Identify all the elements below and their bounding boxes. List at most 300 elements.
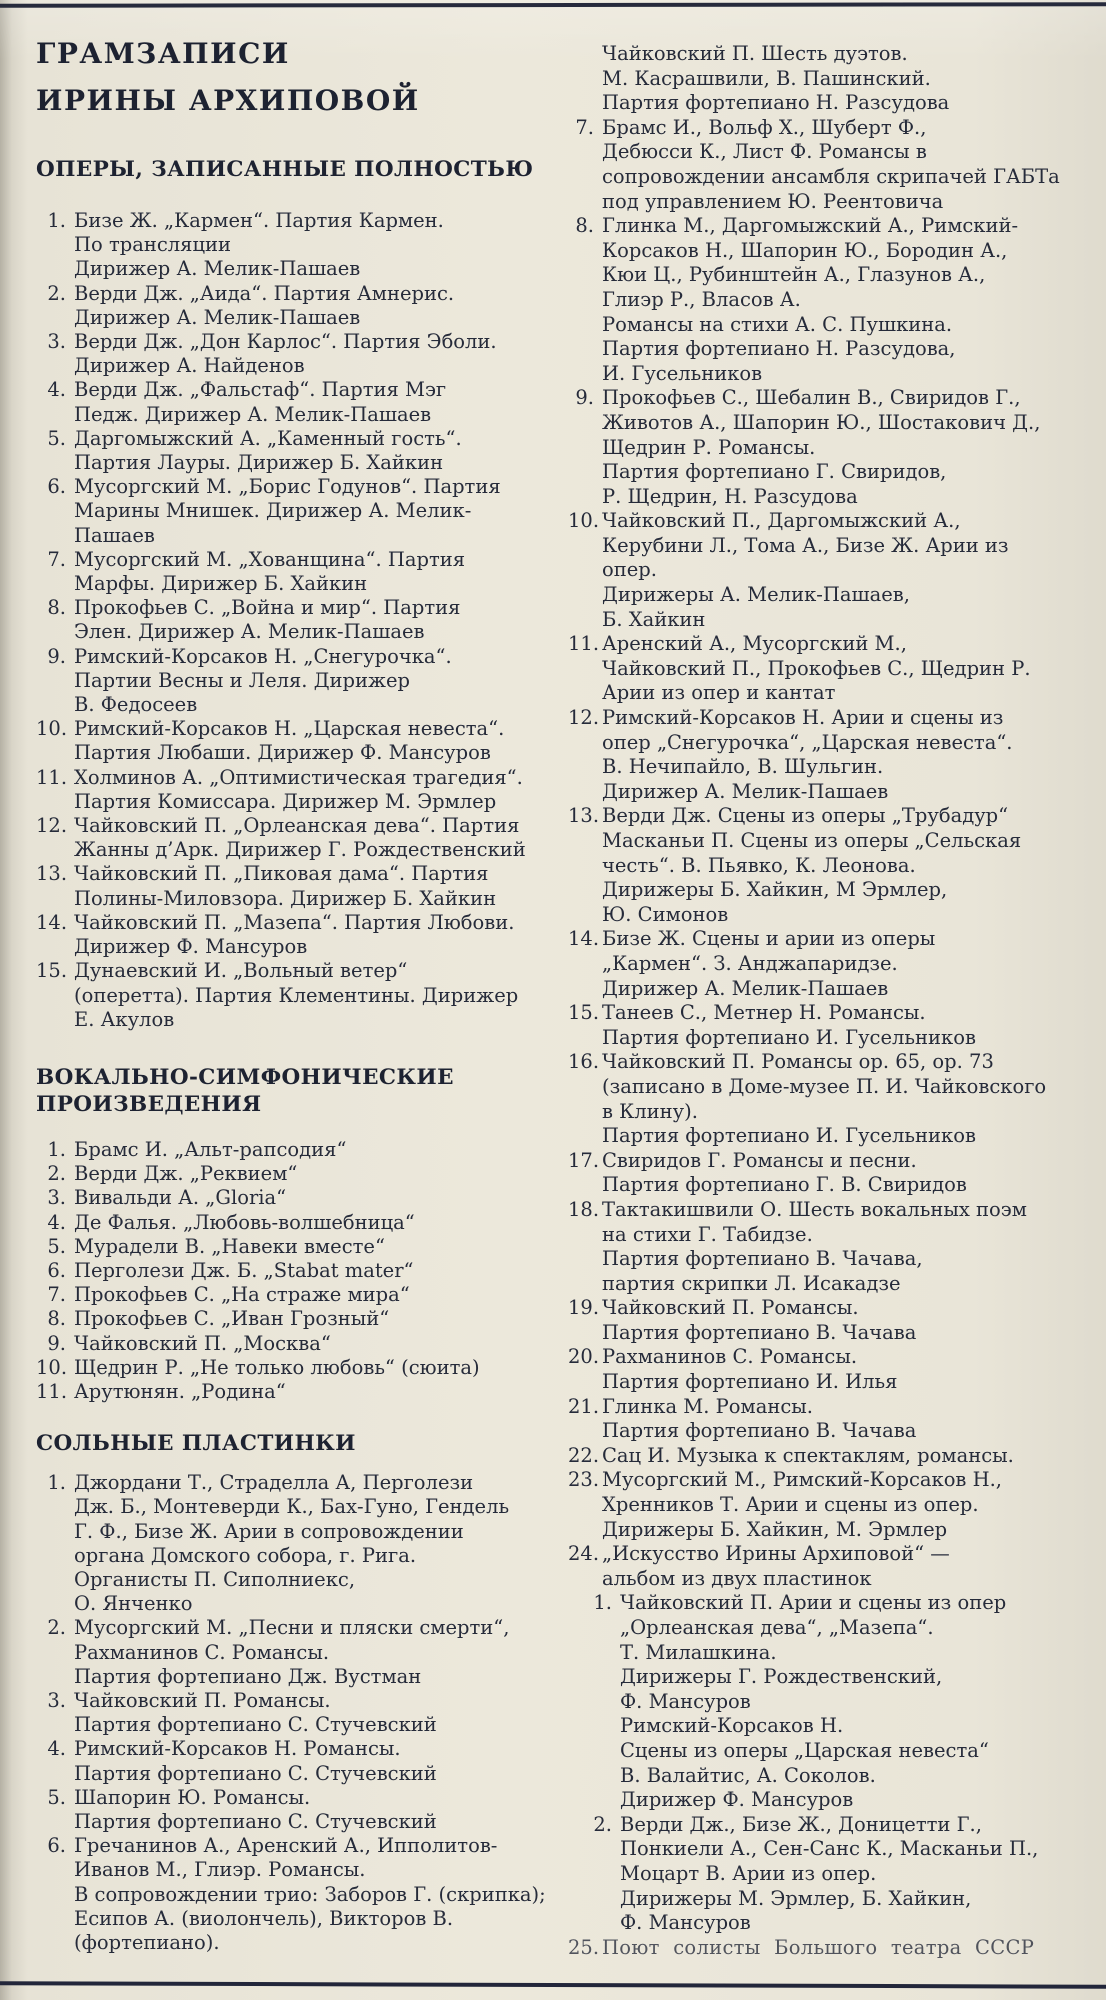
text-line: Дирижер Ф. Мансуров (74, 935, 308, 959)
list-item (36, 1162, 534, 1186)
item-text (620, 1591, 1102, 1812)
item-number: 15. (568, 1001, 600, 1025)
text-line: О. Янченко (74, 1592, 193, 1616)
text-line: Чайковский П. Шесть дуэтов. (602, 42, 908, 65)
text-line: Партия Лауры. Дирижер Б. Хайкин (74, 451, 444, 475)
text-line: Иванов М., Глиэр. Романсы. (74, 1858, 366, 1882)
item-text (602, 214, 1102, 386)
text-line: Дирижеры Б. Хайкин, М Эрмлер, (602, 878, 948, 902)
item-text (74, 282, 534, 330)
text-line: Щедрин Р. Романсы. (602, 435, 816, 459)
text-line: Дж. Б., Монтеверди К., Бах-Гуно, Гендель (74, 1495, 510, 1519)
list-item (36, 1356, 534, 1380)
item-number: 11. (36, 765, 68, 789)
text-line: ОПЕРЫ, ЗАПИСАННЫЕ ПОЛНОСТЬЮ (36, 157, 534, 182)
text-line: Дебюсси К., Лист Ф. Романсы в (602, 140, 927, 164)
item-text (74, 862, 534, 910)
text-line: Римский-Корсаков Н. Арии и сцены из (602, 706, 1004, 730)
text-line: Педж. Дирижер А. Мелик-Пашаев (74, 402, 432, 426)
text-line: в Клину). (602, 1099, 698, 1123)
left-column (36, 30, 546, 1955)
text-line: Партия Любаши. Дирижер Ф. Мансуров (74, 741, 491, 765)
item-number: 7. (47, 547, 66, 571)
text-line: Понкиели А., Сен-Санс К., Масканьи П., (620, 1837, 1039, 1861)
item-text (74, 1737, 534, 1785)
text-line: Партия Комиссара. Дирижер М. Эрмлер (74, 789, 497, 813)
top-rule (0, 2, 1106, 8)
item-number: 3. (47, 1186, 66, 1210)
item-text (602, 1001, 1102, 1050)
item-number: 6. (47, 1258, 66, 1282)
text-line: Чайковский П. „Мазепа“. Партия Любови. (74, 910, 515, 934)
text-line: Полины-Миловзора. Дирижер Б. Хайкин (74, 886, 497, 910)
text-line: Хренников Т. Арии и сцены из опер. (602, 1493, 979, 1517)
text-line: Холминов А. „Оптимистическая трагедия“. (74, 765, 523, 789)
text-line: Б. Хайкин (602, 607, 706, 631)
list-item (36, 717, 534, 765)
text-line: Свиридов Г. Романсы и песни. (602, 1148, 917, 1172)
text-line: Партия фортепиано Н. Разсудова (602, 91, 950, 115)
section-header (36, 1430, 534, 1457)
text-line: Масканьи П. Сцены из оперы „Сельская (602, 829, 1022, 852)
item-text (74, 1356, 534, 1380)
text-line: В. Валайтис, А. Соколов. (620, 1763, 876, 1787)
item-text (74, 1211, 534, 1235)
list-item (36, 1235, 534, 1259)
list-item (568, 1001, 1102, 1050)
item-number: 5. (47, 1234, 66, 1258)
text-line: органа Домского собора, г. Рига. (74, 1543, 417, 1567)
text-line: Прокофьев С. „Война и мир“. Партия (74, 596, 461, 620)
list-item (586, 1813, 1102, 1936)
text-line: Рахманинов С. Романсы. (74, 1640, 330, 1664)
text-line: И. Гусельников (602, 361, 763, 385)
text-line: партия скрипки Л. Исакадзе (602, 1271, 901, 1295)
text-line: В. Федосеев (74, 693, 198, 717)
list-item (36, 911, 534, 959)
item-number: 9. (47, 1331, 66, 1355)
text-line: Верди Дж. „Дон Карлос“. Партия Эболи. (74, 330, 497, 354)
text-line: Партия фортепиано С. Стучевский (74, 1713, 437, 1737)
item-number: 5. (47, 1785, 66, 1809)
text-line: Марфы. Дирижер Б. Хайкин (74, 572, 368, 596)
text-line: „Искусство Ирины Архиповой“ — (602, 1542, 950, 1566)
list-item (568, 116, 1102, 214)
text-line: Партии Весны и Леля. Дирижер (74, 668, 410, 692)
text-line: Органисты П. Сиполниекс, (74, 1567, 356, 1591)
list-item (568, 1149, 1102, 1198)
bottom-rule (0, 1981, 1106, 1989)
text-line: Прокофьев С., Шебалин В., Свиридов Г., (602, 386, 1021, 410)
item-text (74, 1235, 534, 1259)
item-continuation (602, 42, 1102, 116)
text-line: Чайковский П., Даргомыжский А., (602, 509, 961, 533)
item-text (74, 548, 534, 596)
item-number: 22. (568, 1443, 600, 1467)
item-text (74, 1380, 534, 1404)
item-number: 21. (568, 1394, 600, 1418)
list-item (36, 1380, 534, 1404)
item-text (602, 1050, 1102, 1148)
text-line: Прокофьев С. „Иван Грозный“ (74, 1307, 390, 1331)
item-number: 23. (568, 1468, 600, 1492)
item-text (602, 1468, 1102, 1542)
right-column-list (568, 116, 1102, 1961)
text-line: Элен. Дирижер А. Мелик-Пашаев (74, 620, 425, 644)
item-text (602, 386, 1102, 509)
list-item (568, 927, 1102, 1001)
text-line: Мусоргский М. „Песни и пляски смерти“, (74, 1616, 510, 1640)
text-line: Римский-Корсаков Н. „Царская невеста“. (74, 717, 505, 741)
text-line: Чайковский П. „Пиковая дама“. Партия (74, 862, 489, 886)
text-line: Есипов А. (виолончель), Викторов В. (74, 1906, 454, 1930)
item-number: 8. (575, 214, 594, 238)
text-line: Чайковский П., Прокофьев С., Щедрин Р. (602, 656, 1031, 680)
item-number: 1. (47, 209, 66, 232)
item-number: 2. (47, 1616, 66, 1640)
list-item (36, 766, 534, 814)
item-number: 13. (36, 862, 68, 886)
item-text (602, 632, 1102, 706)
item-text (74, 596, 534, 644)
item-text (74, 1307, 534, 1331)
text-line: Верди Дж., Бизе Ж., Доницетти Г., (620, 1812, 982, 1836)
list-item (568, 1395, 1102, 1444)
item-number: 13. (568, 804, 600, 828)
text-line: Брамс И., Вольф Х., Шуберт Ф., (602, 115, 927, 139)
text-line: опер. (602, 558, 657, 582)
item-number: 14. (568, 927, 600, 951)
text-line: Партия фортепиано В. Чачава (602, 1320, 917, 1344)
text-line: Верди Дж. „Реквием“ (74, 1162, 298, 1186)
section-solo-records (36, 1430, 546, 1955)
text-line: Вивальди А. „Gloria“ (74, 1186, 287, 1210)
section-operas (36, 156, 534, 1032)
item-text (74, 330, 534, 378)
item-text (602, 116, 1102, 214)
item-text (74, 814, 534, 862)
item-text (602, 706, 1102, 804)
item-number: 11. (36, 1379, 68, 1403)
text-line: Чайковский П. Романсы. (74, 1688, 331, 1712)
text-line: Джордани Т., Страделла А, Перголези (74, 1471, 474, 1495)
text-line: ИРИНЫ АРХИПОВОЙ (36, 84, 420, 117)
text-line: Щедрин Р. „Не только любовь“ (сюита) (74, 1355, 480, 1379)
text-line: Шапорин Ю. Романсы. (74, 1785, 311, 1809)
item-text (74, 1332, 534, 1356)
text-line: Партия фортепиано Г. В. Свиридов (602, 1173, 967, 1197)
text-line: Мусоргский М., Римский-Корсаков Н., (602, 1468, 1003, 1492)
item-text (602, 1444, 1102, 1469)
item-text (74, 1162, 534, 1186)
text-line: Партия фортепиано В. Чачава, (602, 1247, 923, 1271)
item-text (602, 1345, 1102, 1394)
item-number: 7. (47, 1283, 66, 1307)
list-item (568, 1542, 1102, 1591)
list-item (36, 1834, 546, 1955)
text-line: Де Фалья. „Любовь-волшебница“ (74, 1210, 415, 1234)
item-text (74, 1689, 534, 1737)
item-text (602, 1149, 1102, 1198)
text-line: Корсаков Н., Шапорин Ю., Бородин А., (602, 238, 1008, 262)
text-line: Мурадели В. „Навеки вместе“ (74, 1234, 385, 1258)
item-number: 3. (47, 330, 66, 354)
list-item (36, 1737, 534, 1785)
list-item (568, 804, 1102, 927)
text-line: Сцены из оперы „Царская невеста“ (620, 1738, 989, 1762)
text-line: Дирижеры А. Мелик-Пашаев, (602, 583, 910, 607)
list-item (568, 1936, 1102, 1961)
item-number: 19. (568, 1296, 600, 1320)
text-line: Даргомыжский А. „Каменный гость“. (74, 426, 462, 450)
list-item (36, 959, 534, 1032)
text-line: Дирижер А. Мелик-Пашаев (74, 257, 361, 281)
text-line: Р. Щедрин, Н. Разсудова (602, 484, 858, 508)
page-title (36, 30, 534, 124)
text-line: Римский-Корсаков Н. „Снегурочка“. (74, 644, 452, 668)
item-number: 14. (36, 910, 68, 934)
item-text (74, 1138, 534, 1162)
text-line: Г. Ф., Бизе Ж. Арии в сопровождении (74, 1519, 464, 1543)
text-line: Моцарт В. Арии из опер. (620, 1861, 877, 1885)
section-vocal-symphonic (36, 1064, 534, 1404)
item-number: 12. (36, 814, 68, 838)
item-text (74, 1471, 534, 1616)
list-item (36, 282, 534, 330)
text-line: Дунаевский И. „Вольный ветер“ (74, 959, 408, 983)
text-line: Брамс И. „Альт-рапсодия“ (74, 1137, 347, 1161)
text-line: Партия фортепиано Н. Разсудова, (602, 337, 956, 361)
list-item (568, 1050, 1102, 1148)
text-line: ПРОИЗВЕДЕНИЯ (36, 1091, 262, 1117)
item-number: 25. (568, 1935, 600, 1959)
text-line: Марины Мнишек. Дирижер А. Мелик- (74, 499, 472, 523)
item-number: 11. (568, 632, 600, 656)
item-text (74, 717, 534, 765)
item-number: 1. (47, 1471, 66, 1495)
text-line: Партия фортепиано С. Стучевский (74, 1809, 437, 1833)
section-header (36, 1064, 534, 1118)
text-line: сопровождении ансамбля скрипачей ГАБТа (602, 164, 1060, 188)
item-text (602, 927, 1102, 1001)
text-line: (записано в Доме-музее П. И. Чайковского (602, 1074, 1047, 1098)
text-line: на стихи Г. Табидзе. (602, 1222, 813, 1246)
item-text (74, 209, 534, 282)
text-line: Сац И. Музыка к спектаклям, романсы. (602, 1443, 1014, 1467)
item-text (602, 1198, 1102, 1296)
text-line: Арии из опер и кантат (602, 681, 836, 705)
text-line: Верди Дж. „Аида“. Партия Амнерис. (74, 281, 455, 305)
item-number: 1. (593, 1591, 612, 1615)
list-item (36, 1211, 534, 1235)
text-line: „Орлеанская дева“, „Мазепа“. (620, 1616, 934, 1639)
item-number: 17. (568, 1148, 600, 1172)
item-number: 8. (47, 1307, 66, 1331)
list-item (36, 1786, 534, 1834)
text-line: Глинка М., Даргомыжский А., Римский- (602, 214, 1019, 238)
item-text (74, 1283, 534, 1307)
list-item (568, 632, 1102, 706)
list-item (36, 814, 534, 862)
item-number: 6. (47, 475, 66, 499)
item-number: 7. (575, 115, 594, 139)
item-text (74, 911, 534, 959)
item-text (74, 427, 534, 475)
text-line: Керубини Л., Тома А., Бизе Ж. Арии из (602, 533, 1009, 557)
list-item (568, 386, 1102, 509)
text-line: Глиэр Р., Власов А. (602, 287, 801, 311)
text-line: Римский-Корсаков Н. Романсы. (74, 1737, 401, 1761)
item-text (74, 1786, 534, 1834)
text-line: Партия фортепиано И. Илья (602, 1370, 898, 1394)
list-item (36, 1283, 534, 1307)
item-number: 4. (47, 1737, 66, 1761)
text-line: По трансляции (74, 233, 231, 257)
list-item (36, 475, 534, 548)
item-text (74, 378, 534, 426)
solo-records-list (36, 1471, 546, 1955)
text-line: (фортепиано). (74, 1931, 220, 1954)
item-number: 10. (36, 717, 68, 741)
item-text (602, 509, 1102, 632)
item-number: 4. (47, 1210, 66, 1234)
text-line: Кюи Ц., Рубинштейн А., Глазунов А., (602, 263, 986, 287)
item-text (74, 1186, 534, 1210)
item-text (74, 1834, 546, 1955)
text-line: Арутюнян. „Родина“ (74, 1379, 286, 1403)
list-item (568, 1198, 1102, 1296)
text-line: Мусоргский М. „Борис Годунов“. Партия (74, 475, 501, 499)
text-line: СОЛЬНЫЕ ПЛАСТИНКИ (36, 1431, 356, 1457)
list-item (568, 1444, 1102, 1469)
text-line: Жанны д’Арк. Дирижер Г. Рождественский (74, 838, 526, 862)
text-line: Дирижер Ф. Мансуров (620, 1788, 854, 1812)
text-line: Дирижер А. Найденов (74, 354, 305, 378)
text-line: Партия фортепиано Г. Свиридов, (602, 460, 947, 484)
list-item (36, 645, 534, 718)
text-line: Ф. Мансуров (620, 1689, 751, 1713)
list-item (36, 209, 534, 282)
text-line: Рахманинов С. Романсы. (602, 1345, 858, 1369)
text-line: ГРАМЗАПИСИ (36, 37, 290, 70)
text-line: Партия фортепиано В. Чачава (602, 1419, 917, 1443)
list-item (568, 1468, 1102, 1542)
item-number: 8. (47, 596, 66, 620)
text-line: Дирижер А. Мелик-Пашаев (602, 779, 889, 803)
text-line: Перголези Дж. Б. „Stabat mater“ (74, 1258, 414, 1282)
text-line: Ю. Симонов (602, 902, 729, 926)
text-line: „Кармен“. З. Анджапаридзе. (602, 951, 898, 975)
text-line: под управлением Ю. Реентовича (602, 189, 944, 213)
item-number: 3. (47, 1688, 66, 1712)
list-item (36, 548, 534, 596)
list-item (36, 330, 534, 378)
text-line: альбом из двух пластинок (602, 1566, 872, 1590)
item-number: 6. (47, 1834, 66, 1858)
item-text (602, 1395, 1102, 1444)
list-item (586, 1591, 1102, 1812)
item-text (74, 1259, 534, 1283)
text-line: М. Касрашвили, В. Пашинский. (602, 66, 931, 90)
text-line: В сопровождении трио: Заборов Г. (скрипка); (74, 1882, 546, 1906)
item-text (74, 645, 534, 718)
text-line: В. Нечипайло, В. Шульгин. (602, 755, 884, 779)
list-item (568, 706, 1102, 804)
item-number: 15. (36, 959, 68, 983)
text-line: Е. Акулов (74, 1007, 175, 1031)
item-number: 2. (593, 1812, 612, 1836)
list-item (36, 1307, 534, 1331)
list-item (36, 1138, 534, 1162)
section-header (36, 156, 534, 183)
vocal-symphonic-list (36, 1138, 534, 1404)
list-item (36, 1332, 534, 1356)
item-text (602, 1936, 1102, 1961)
list-item (568, 1296, 1102, 1345)
text-line: Партия фортепиано Дж. Вустман (74, 1664, 422, 1688)
text-line: Мусоргский М. „Хованщина“. Партия (74, 547, 466, 571)
item-number: 18. (568, 1197, 600, 1221)
text-line: Партия фортепиано И. Гусельников (602, 1025, 976, 1049)
list-item (36, 596, 534, 644)
text-line: Глинка М. Романсы. (602, 1394, 813, 1418)
text-line: Чайковский П. „Орлеанская дева“. Партия (74, 814, 520, 838)
list-item (568, 214, 1102, 386)
list-item (36, 1186, 534, 1210)
text-line: Дирижеры М. Эрмлер, Б. Хайкин, (620, 1886, 972, 1910)
text-line: Романсы на стихи А. С. Пушкина. (602, 312, 953, 336)
text-line: Поют солисты Большого театра СССР (602, 1935, 1035, 1959)
text-line: Чайковский П. Арии и сцены из опер (620, 1591, 1007, 1615)
text-line: (оперетта). Партия Клементины. Дирижер (74, 983, 519, 1007)
list-item (36, 427, 534, 475)
text-line: ВОКАЛЬНО-СИМФОНИЧЕСКИЕ (36, 1064, 454, 1090)
item-number: 24. (568, 1542, 600, 1566)
item-number: 10. (568, 509, 600, 533)
item-number: 9. (575, 386, 594, 410)
item-text (620, 1813, 1102, 1936)
item-number: 4. (47, 378, 66, 402)
text-line: Т. Милашкина. (620, 1640, 777, 1664)
item-number: 1. (47, 1137, 66, 1161)
text-line: Чайковский П. Романсы. (602, 1296, 859, 1320)
text-line: Верди Дж. „Фальстаф“. Партия Мэг (74, 378, 447, 402)
text-line: честь“. В. Пьявко, К. Леонова. (602, 853, 916, 877)
list-item (36, 1616, 534, 1689)
item-number: 12. (568, 706, 600, 730)
text-line: опер „Снегурочка“, „Царская невеста“. (602, 730, 1013, 754)
item-text (74, 475, 534, 548)
text-line: Партия фортепиано И. Гусельников (602, 1124, 976, 1148)
item-text (74, 1616, 534, 1689)
list-item (36, 1471, 534, 1616)
list-item (568, 509, 1102, 632)
item-number: 9. (47, 644, 66, 668)
text-line: Пашаев (74, 523, 155, 547)
text-line: Прокофьев С. „На страже мира“ (74, 1283, 410, 1307)
item-text (602, 1542, 1102, 1591)
text-line: Верди Дж. Сцены из оперы „Трубадур“ (602, 804, 1009, 828)
item-text (74, 959, 534, 1032)
item-number: 20. (568, 1345, 600, 1369)
text-line: Ф. Мансуров (620, 1911, 751, 1935)
list-item (36, 1689, 534, 1737)
item-text (602, 804, 1102, 927)
text-line: Животов А., Шапорин Ю., Шостакович Д., (602, 410, 1041, 434)
text-line: Гречанинов А., Аренский А., Ипполитов- (74, 1834, 498, 1858)
text-line: Чайковский П. Романсы ор. 65, ор. 73 (602, 1050, 994, 1074)
text-line: Дирижер А. Мелик-Пашаев (74, 305, 361, 329)
